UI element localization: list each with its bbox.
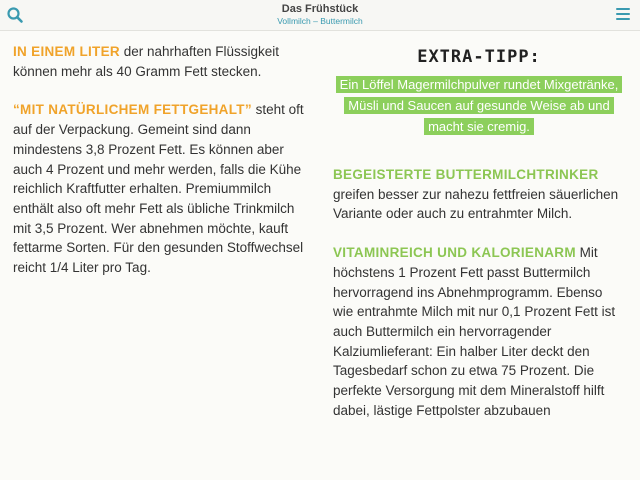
left-text-1: der nahrhaften Flüssigkeit können mehr als 40 Gramm Fett stecken. [13, 44, 280, 79]
left-column [13, 42, 313, 297]
left-paragraph-1 [13, 42, 313, 81]
tip-text: Ein Löffel Magermilchpulver rundet Mixgetränke, Müsli und Saucen auf gesunde Weise ab und macht sie cremig. [336, 76, 623, 135]
left-highlight-2: “MIT NATÜRLICHEM FETTGEHALT” [13, 102, 252, 118]
right-column [333, 42, 625, 439]
left-text-2: steht oft auf der Verpackung. Gemeint sind dann mindestens 3,8 Prozent Fett. Es können aber auch 4 Prozent und mehr werden, falls die Kühe reichlich Kraftfutter erhalten. Premiummilch enthält also oft mehr Fett als übliche Trinkmilch mit 3,5 Prozent. Wer abnehmen möchte, kauft fettarme Sorten. Für den gesunden Stoffwechsel reicht 1/4 Liter pro Tag. [13, 102, 304, 276]
right-highlight-2: VITAMINREICH UND KALORIENARM [333, 245, 576, 261]
top-bar [0, 0, 640, 31]
tip-text-block [333, 74, 625, 137]
app-title: Das Frühstück [281, 3, 359, 15]
app-subtitle: Vollmilch – Buttermilch [277, 16, 363, 26]
tip-title: EXTRA-TIPP: [417, 47, 541, 67]
hamburger-menu-icon[interactable] [616, 8, 630, 22]
right-paragraph-1 [333, 165, 625, 224]
left-highlight-1: IN EINEM LITER [13, 44, 120, 59]
right-highlight-1: BEGEISTERTE BUTTERMILCHTRINKER [333, 167, 599, 182]
right-paragraph-2 [333, 243, 625, 420]
left-paragraph-2 [13, 100, 313, 277]
extra-tip-box [333, 46, 625, 137]
right-text-2: Mit höchstens 1 Prozent Fett passt Buttermilch hervorragend ins Abnehmprogramm. Ebenso wie entrahmte Milch mit nur 0,1 Prozent Fett ist auch Buttermilch ein hervorragender Kalziumlieferant: Ein halber Liter deckt den Tagesbedarf schon zu etwa 75 Prozent. Die perfekte Versorgung mit dem Mineralstoff hilft dabei, lästige Fettpolster abzubauen [333, 245, 616, 418]
right-text-1: greifen besser zur nahezu fettfreien säuerlichen Variante oder auch zu entrahmter Milch. [333, 186, 619, 222]
header-titles [0, 3, 640, 27]
